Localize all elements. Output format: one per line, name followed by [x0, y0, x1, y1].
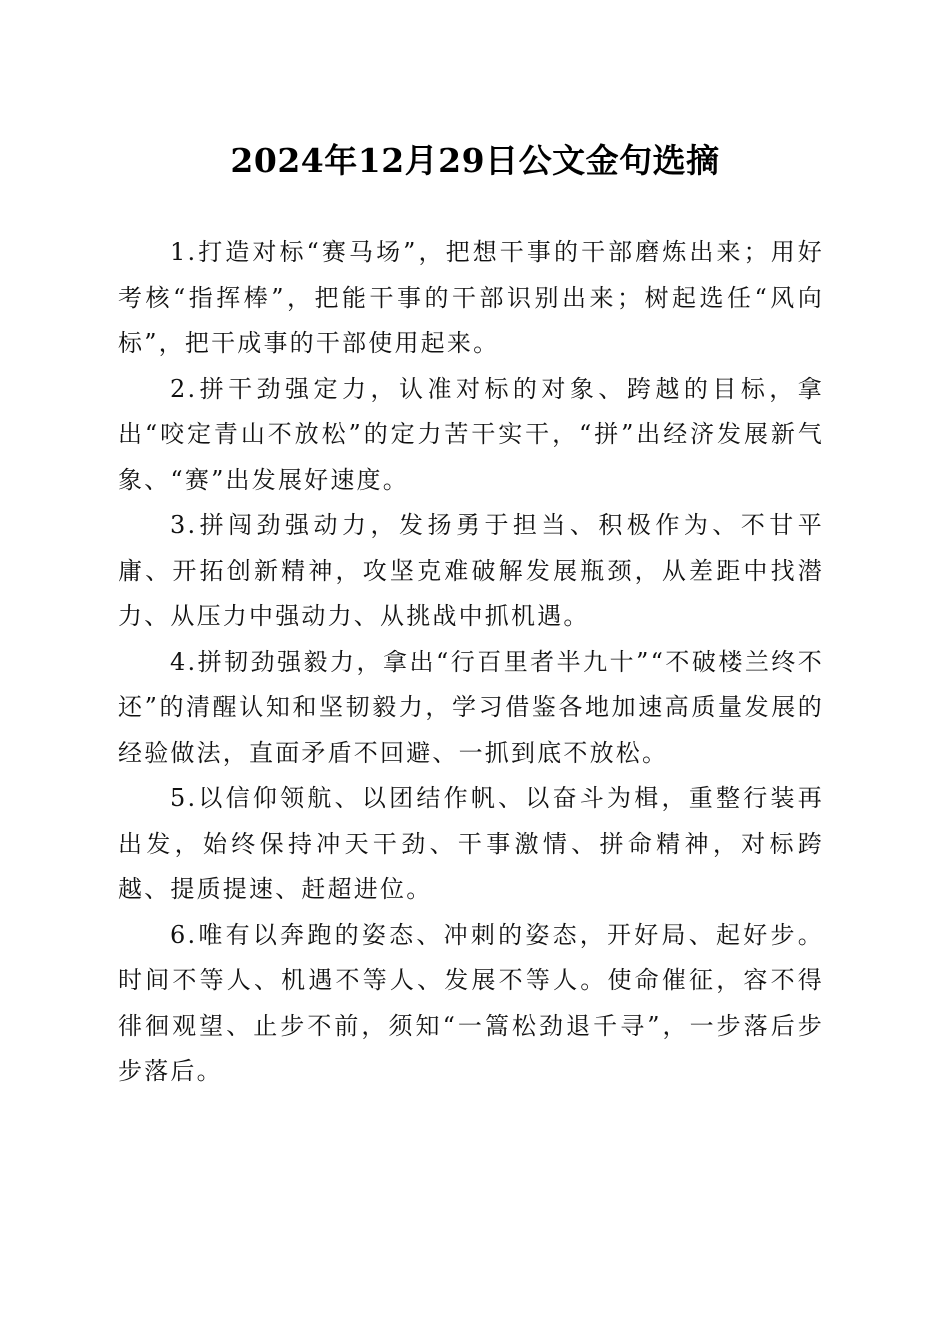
document-body: [118, 230, 824, 1095]
paragraph-6: 6.唯有以奔跑的姿态、冲刺的姿态，开好局、起好步。时间不等人、机遇不等人、发展不等人。使命催征，容不得徘徊观望、止步不前，须知“一篙松劲退千寻”，一步落后步步落后。: [118, 920, 824, 1085]
paragraph-4: 4.拼韧劲强毅力，拿出“行百里者半九十”“不破楼兰终不还”的清醒认知和坚韧毅力，学习借鉴各地加速高质量发展的经验做法，直面矛盾不回避、一抓到底不放松。: [118, 647, 824, 767]
paragraph-1: 1.打造对标“赛马场”，把想干事的干部磨炼出来；用好考核“指挥棒”，把能干事的干部识别出来；树起选任“风向标”，把干成事的干部使用起来。: [118, 238, 824, 357]
paragraph-5: 5.以信仰领航、以团结作帆、以奋斗为楫，重整行装再出发，始终保持冲天干劲、干事激情、拼命精神，对标跨越、提质提速、赶超进位。: [118, 784, 824, 903]
paragraph-3: 3.拼闯劲强动力，发扬勇于担当、积极作为、不甘平庸、开拓创新精神，攻坚克难破解发展瓶颈，从差距中找潜力、从压力中强动力、从挑战中抓机遇。: [118, 511, 824, 630]
document-title: 2024年12月29日公文金句选摘: [230, 141, 720, 180]
paragraph-2: 2.拼干劲强定力，认准对标的对象、跨越的目标，拿出“咬定青山不放松”的定力苦干实干，“拼”出经济发展新气象、“赛”出发展好速度。: [118, 374, 824, 494]
